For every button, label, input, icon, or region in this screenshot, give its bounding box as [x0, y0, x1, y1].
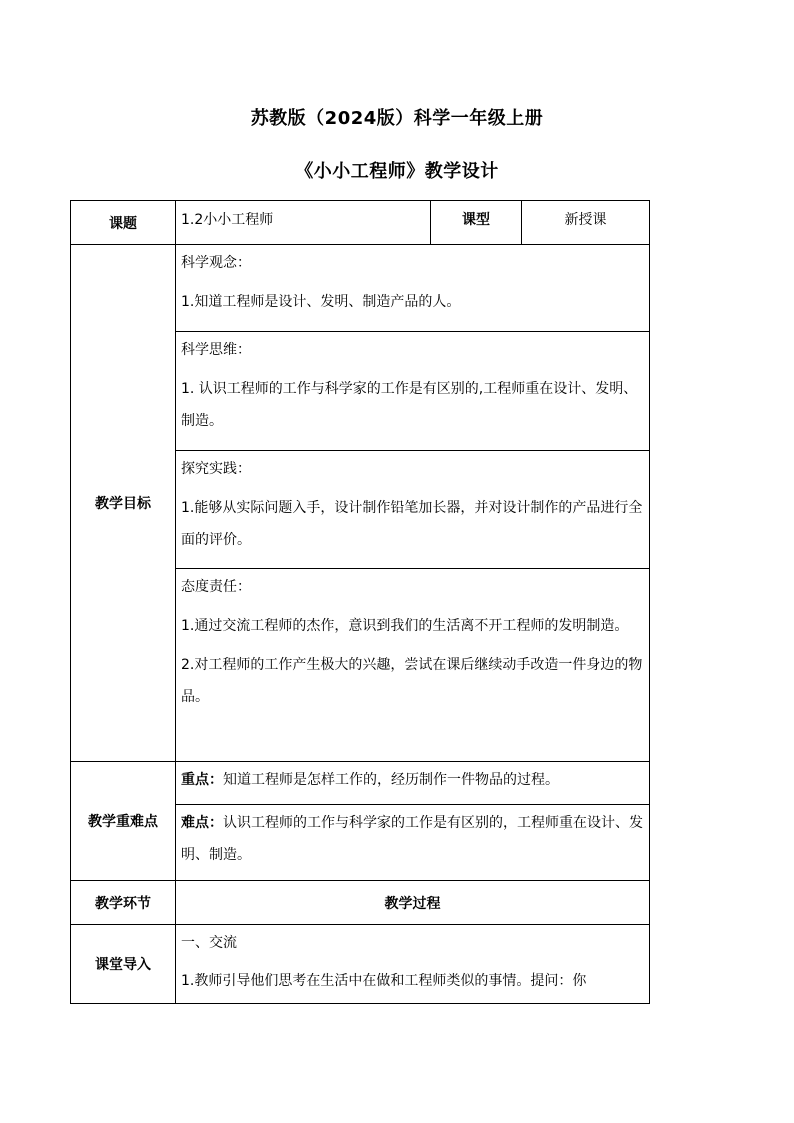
difficult-point-cell: [176, 805, 650, 881]
objectives-label: 教学目标: [71, 245, 176, 762]
intro-cell: [176, 925, 650, 1004]
objective-heading: 科学观念：: [181, 255, 251, 271]
objective-item: 2.对工程师的工作产生极大的兴趣，尝试在课后继续动手改造一件身边的物品。: [181, 657, 643, 705]
intro-row: [71, 925, 650, 1004]
objective-row: [71, 245, 650, 332]
objective-item: 1.通过交流工程师的杰作，意识到我们的生活离不开工程师的发明制造。: [181, 618, 629, 634]
stage-header: 教学环节: [71, 881, 176, 925]
intro-line: 1.教师引导他们思考在生活中在做和工程师类似的事情。提问：你: [181, 973, 587, 989]
process-header-row: [71, 881, 650, 925]
lesson-plan-table: [70, 200, 650, 1004]
intro-label: 课堂导入: [71, 925, 176, 1004]
lesson-type-label: 课型: [431, 201, 522, 245]
difficult-point-label: 难点：: [181, 815, 223, 831]
objective-heading: 态度责任：: [181, 579, 251, 595]
document-subtitle: 《小小工程师》教学设计: [295, 161, 499, 182]
objective-item: 1. 认识工程师的工作与科学家的工作是有区别的,工程师重在设计、发明、制造。: [181, 381, 638, 429]
document-title: 苏教版（2024版）科学一年级上册: [250, 108, 544, 129]
objective-cell: [176, 245, 650, 332]
difficult-point-text: 认识工程师的工作与科学家的工作是有区别的，工程师重在设计、发明、制造。: [181, 815, 643, 863]
key-point-text: 知道工程师是怎样工作的，经历制作一件物品的过程。: [223, 772, 559, 788]
topic-label: 课题: [71, 201, 176, 245]
topic-row: [71, 201, 650, 245]
key-points-label: 教学重难点: [71, 762, 176, 881]
key-point-row: [71, 762, 650, 805]
key-point-cell: [176, 762, 650, 805]
objective-item: 1.知道工程师是设计、发明、制造产品的人。: [181, 294, 461, 310]
topic-value: 1.2小小工程师: [176, 201, 431, 245]
objective-heading: 科学思维：: [181, 342, 251, 358]
objective-heading: 探究实践：: [181, 461, 251, 477]
lesson-type-value: 新授课: [522, 201, 650, 245]
intro-line: 一、交流: [181, 935, 237, 951]
objective-item: 1.能够从实际问题入手，设计制作铅笔加长器，并对设计制作的产品进行全面的评价。: [181, 500, 643, 548]
objective-cell: [176, 569, 650, 762]
objective-cell: [176, 332, 650, 451]
key-point-label: 重点：: [181, 772, 223, 788]
objective-cell: [176, 451, 650, 569]
process-header: 教学过程: [176, 881, 650, 925]
